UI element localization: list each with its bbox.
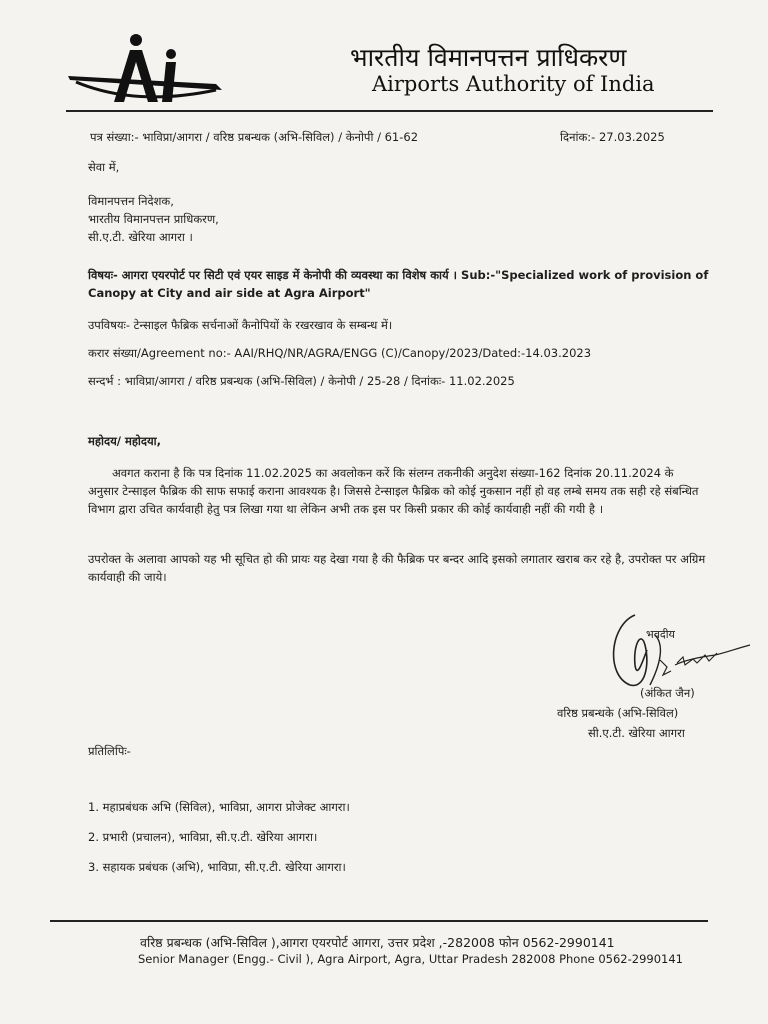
- footer-address-english: Senior Manager (Engg.- Civil ), Agra Airport, Agra, Uttar Pradesh 282008 Phone 0562-2990141: [138, 952, 683, 966]
- handwritten-signature: [605, 605, 755, 695]
- copy-to-item: 3. सहायक प्रबंधक (अभि), भाविप्रा, सी.ए.टी. खेरिया आगरा।: [88, 860, 346, 874]
- signatory-designation: वरिष्ठ प्रबन्धके (अभि-सिविल): [557, 706, 679, 720]
- recipient-address: [88, 192, 388, 246]
- org-name-english: Airports Authority of India: [372, 72, 655, 96]
- agreement-number: करार संख्या/Agreement no:- AAI/RHQ/NR/AGRA/ENGG (C)/Canopy/2023/Dated:-14.03.2023: [88, 346, 592, 360]
- address-line: भारतीय विमानपत्तन प्राधिकरण,: [88, 212, 219, 226]
- body-paragraph: अवगत कराना है कि पत्र दिनांक 11.02.2025 का अवलोकन करें कि संलग्न तकनीकी अनुदेश संख्या-162 दिनांक 20.11.2024 के अनुसार टेन्साइल फैब्रिक की साफ सफाई कराना आवश्यक है। जिससे टेन्साइल फैब्रिक को कोई नुकसान नहीं हो वह लम्बे समय तक सही रहे संबन्धित विभाग द्वारा उचित कार्यवाही हेतु पत्र लिखा गया था लेकिन अभी तक इस पर किसी प्रकार की कोई कार्यवाही नहीं की गयी है ।: [88, 466, 699, 516]
- copy-to-item: 1. महाप्रबंधक अभि (सिविल), भाविप्रा, आगरा प्रोजेक्ट आगरा।: [88, 800, 350, 814]
- org-name-hindi: भारतीय विमानपत्तन प्राधिकरण: [350, 43, 627, 72]
- closing-yours: भवदीय: [646, 628, 675, 641]
- greeting: महोदय/ महोदया,: [88, 434, 162, 448]
- salutation: सेवा में,: [88, 160, 120, 174]
- letter-ref-number: पत्र संख्या:- भाविप्रा/आगरा / वरिष्ठ प्रबन्धक (अभि-सिविल) / केनोपी / 61-62: [90, 130, 419, 144]
- copy-to-item: 2. प्रभारी (प्रचालन), भाविप्रा, सी.ए.टी. खेरिया आगरा।: [88, 830, 318, 844]
- address-line: सी.ए.टी. खेरिया आगरा ।: [88, 230, 193, 244]
- footer-divider: [50, 920, 708, 922]
- header-divider: [66, 110, 713, 112]
- body-paragraph: उपरोक्त के अलावा आपको यह भी सूचित हो की प्रायः यह देखा गया है की फैब्रिक पर बन्दर आदि इसको लगातार खराब कर रहे है, उपरोक्त पर अग्रिम कार्यवाही की जाये।: [88, 552, 706, 584]
- aai-logo-icon: [66, 32, 226, 112]
- address-line: विमानपत्तन निदेशक,: [88, 194, 174, 208]
- letter-date: दिनांक:- 27.03.2025: [560, 130, 665, 144]
- subject: विषयः- आगरा एयरपोर्ट पर सिटी एवं एयर साइड में केनोपी की व्यवस्था का विशेष कार्य । Sub:-"Specialized work of provision of Canopy at City and air side at Agra Airport": [88, 268, 709, 300]
- copy-to-title: प्रतिलिपिः-: [88, 744, 131, 758]
- reference: सन्दर्भ : भाविप्रा/आगरा / वरिष्ठ प्रबन्धक (अभि-सिविल) / केनोपी / 25-28 / दिनांकः- 11.02.2025: [88, 374, 515, 388]
- footer-address-hindi: वरिष्ठ प्रबन्धक (अभि-सिविल ),आगरा एयरपोर्ट आगरा, उत्तर प्रदेश ,-282008 फोन 0562-2990141: [140, 935, 615, 950]
- signatory-place: सी.ए.टी. खेरिया आगरा: [588, 726, 685, 740]
- signatory-name: (अंकित जैन): [640, 686, 695, 700]
- sub-subject: उपविषयः- टेन्साइल फैब्रिक सर्चनाओं कैनोपियों के रखरखाव के सम्बन्ध में।: [88, 318, 393, 332]
